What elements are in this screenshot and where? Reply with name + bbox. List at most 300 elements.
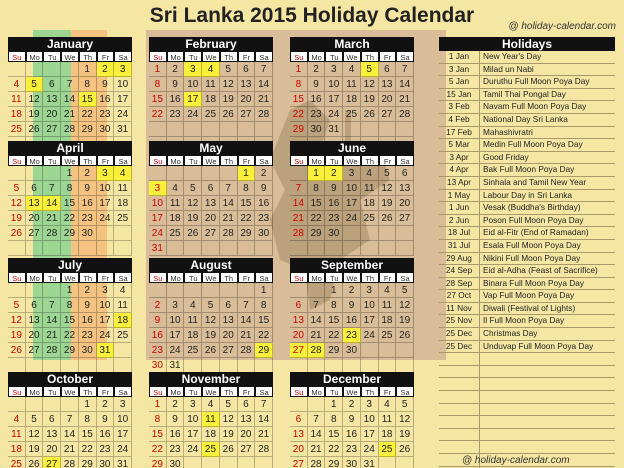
day-cell[interactable]: 22 <box>290 107 308 122</box>
day-cell[interactable]: 16 <box>167 92 185 107</box>
day-cell[interactable]: 15 <box>79 92 97 107</box>
day-cell[interactable]: 16 <box>325 196 343 211</box>
day-cell[interactable]: 4 <box>343 62 361 77</box>
day-cell[interactable]: 4 <box>202 397 220 412</box>
day-cell[interactable]: 28 <box>255 442 273 457</box>
day-cell[interactable]: 9 <box>325 181 343 196</box>
day-cell[interactable]: 25 <box>114 328 132 343</box>
day-cell[interactable]: 15 <box>255 313 273 328</box>
day-cell[interactable]: 15 <box>325 313 343 328</box>
day-cell[interactable]: 31 <box>149 241 167 256</box>
day-cell[interactable]: 25 <box>379 442 397 457</box>
day-cell[interactable]: 14 <box>308 427 326 442</box>
day-cell[interactable]: 18 <box>184 328 202 343</box>
day-cell[interactable]: 25 <box>343 107 361 122</box>
day-cell[interactable]: 24 <box>184 107 202 122</box>
day-cell[interactable]: 2 <box>308 62 326 77</box>
day-cell[interactable]: 10 <box>167 313 185 328</box>
day-cell[interactable]: 23 <box>167 442 185 457</box>
day-cell[interactable]: 3 <box>149 181 167 196</box>
day-cell[interactable]: 3 <box>361 397 379 412</box>
day-cell[interactable]: 10 <box>325 77 343 92</box>
day-cell[interactable]: 22 <box>325 442 343 457</box>
day-cell[interactable]: 15 <box>61 196 79 211</box>
day-cell[interactable]: 13 <box>238 412 256 427</box>
day-cell[interactable]: 25 <box>8 457 26 468</box>
day-cell[interactable]: 24 <box>114 107 132 122</box>
day-cell[interactable]: 24 <box>114 442 132 457</box>
day-cell[interactable]: 27 <box>26 343 44 358</box>
day-cell[interactable]: 6 <box>220 298 238 313</box>
day-cell[interactable]: 20 <box>238 427 256 442</box>
day-cell[interactable]: 10 <box>361 298 379 313</box>
day-cell[interactable]: 7 <box>238 298 256 313</box>
day-cell[interactable]: 8 <box>149 77 167 92</box>
day-cell[interactable]: 17 <box>114 92 132 107</box>
day-cell[interactable]: 4 <box>114 166 132 181</box>
day-cell[interactable]: 17 <box>184 427 202 442</box>
day-cell[interactable]: 4 <box>8 412 26 427</box>
day-cell[interactable]: 2 <box>167 62 185 77</box>
day-cell[interactable]: 22 <box>61 211 79 226</box>
day-cell[interactable]: 2 <box>343 397 361 412</box>
day-cell[interactable]: 10 <box>97 298 115 313</box>
day-cell[interactable]: 7 <box>220 181 238 196</box>
day-cell[interactable]: 21 <box>43 328 61 343</box>
day-cell[interactable]: 27 <box>43 457 61 468</box>
day-cell[interactable]: 28 <box>396 107 414 122</box>
day-cell[interactable]: 5 <box>396 397 414 412</box>
day-cell[interactable]: 7 <box>290 181 308 196</box>
day-cell[interactable]: 7 <box>255 62 273 77</box>
day-cell[interactable]: 8 <box>79 77 97 92</box>
day-cell[interactable]: 16 <box>343 427 361 442</box>
day-cell[interactable]: 11 <box>184 313 202 328</box>
day-cell[interactable]: 30 <box>97 457 115 468</box>
day-cell[interactable]: 31 <box>325 122 343 137</box>
day-cell[interactable]: 18 <box>379 427 397 442</box>
day-cell[interactable]: 26 <box>396 442 414 457</box>
day-cell[interactable]: 25 <box>361 211 379 226</box>
day-cell[interactable]: 30 <box>343 343 361 358</box>
day-cell[interactable]: 16 <box>343 313 361 328</box>
day-cell[interactable]: 21 <box>396 92 414 107</box>
day-cell[interactable]: 5 <box>396 283 414 298</box>
day-cell[interactable]: 21 <box>61 107 79 122</box>
day-cell[interactable]: 11 <box>167 196 185 211</box>
day-cell[interactable]: 11 <box>361 181 379 196</box>
day-cell[interactable]: 1 <box>61 283 79 298</box>
day-cell[interactable]: 5 <box>202 298 220 313</box>
day-cell[interactable]: 30 <box>325 226 343 241</box>
day-cell[interactable]: 12 <box>396 412 414 427</box>
day-cell[interactable]: 30 <box>149 358 167 373</box>
day-cell[interactable]: 13 <box>396 181 414 196</box>
day-cell[interactable]: 21 <box>238 328 256 343</box>
day-cell[interactable]: 27 <box>290 457 308 468</box>
day-cell[interactable]: 4 <box>202 62 220 77</box>
day-cell[interactable]: 2 <box>343 283 361 298</box>
day-cell[interactable]: 7 <box>255 397 273 412</box>
day-cell[interactable]: 29 <box>79 122 97 137</box>
day-cell[interactable]: 13 <box>379 77 397 92</box>
day-cell[interactable]: 11 <box>8 92 26 107</box>
day-cell[interactable]: 14 <box>220 196 238 211</box>
day-cell[interactable]: 6 <box>238 397 256 412</box>
day-cell[interactable]: 18 <box>114 196 132 211</box>
day-cell[interactable]: 22 <box>149 442 167 457</box>
day-cell[interactable]: 4 <box>361 166 379 181</box>
day-cell[interactable]: 3 <box>184 62 202 77</box>
day-cell[interactable]: 2 <box>255 166 273 181</box>
day-cell[interactable]: 22 <box>79 442 97 457</box>
day-cell[interactable]: 14 <box>61 427 79 442</box>
day-cell[interactable]: 7 <box>43 298 61 313</box>
day-cell[interactable]: 30 <box>343 457 361 468</box>
day-cell[interactable]: 10 <box>343 181 361 196</box>
day-cell[interactable]: 1 <box>290 62 308 77</box>
day-cell[interactable]: 15 <box>238 196 256 211</box>
day-cell[interactable]: 11 <box>379 298 397 313</box>
day-cell[interactable]: 3 <box>325 62 343 77</box>
day-cell[interactable]: 2 <box>97 62 115 77</box>
day-cell[interactable]: 23 <box>97 442 115 457</box>
day-cell[interactable]: 19 <box>361 92 379 107</box>
day-cell[interactable]: 7 <box>61 77 79 92</box>
day-cell[interactable]: 18 <box>167 211 185 226</box>
day-cell[interactable]: 12 <box>8 313 26 328</box>
day-cell[interactable]: 22 <box>325 328 343 343</box>
day-cell[interactable]: 7 <box>43 181 61 196</box>
day-cell[interactable]: 20 <box>26 328 44 343</box>
day-cell[interactable]: 23 <box>79 328 97 343</box>
day-cell[interactable]: 20 <box>202 211 220 226</box>
day-cell[interactable]: 3 <box>97 166 115 181</box>
day-cell[interactable]: 25 <box>202 107 220 122</box>
day-cell[interactable]: 27 <box>379 107 397 122</box>
day-cell[interactable]: 24 <box>97 211 115 226</box>
day-cell[interactable]: 4 <box>184 298 202 313</box>
day-cell[interactable]: 1 <box>325 283 343 298</box>
day-cell[interactable]: 22 <box>149 107 167 122</box>
day-cell[interactable]: 6 <box>396 166 414 181</box>
day-cell[interactable]: 3 <box>184 397 202 412</box>
day-cell[interactable]: 30 <box>167 457 185 468</box>
day-cell[interactable]: 19 <box>8 211 26 226</box>
day-cell[interactable]: 15 <box>61 313 79 328</box>
day-cell[interactable]: 24 <box>149 226 167 241</box>
day-cell[interactable]: 18 <box>114 313 132 328</box>
day-cell[interactable]: 29 <box>61 226 79 241</box>
day-cell[interactable]: 5 <box>8 181 26 196</box>
day-cell[interactable]: 29 <box>79 457 97 468</box>
day-cell[interactable]: 3 <box>114 62 132 77</box>
day-cell[interactable]: 28 <box>61 457 79 468</box>
day-cell[interactable]: 29 <box>308 226 326 241</box>
day-cell[interactable]: 9 <box>97 77 115 92</box>
day-cell[interactable]: 31 <box>167 358 185 373</box>
day-cell[interactable]: 23 <box>343 328 361 343</box>
day-cell[interactable]: 16 <box>97 427 115 442</box>
day-cell[interactable]: 16 <box>79 196 97 211</box>
day-cell[interactable]: 28 <box>308 457 326 468</box>
day-cell[interactable]: 21 <box>308 328 326 343</box>
day-cell[interactable]: 13 <box>238 77 256 92</box>
day-cell[interactable]: 23 <box>149 343 167 358</box>
day-cell[interactable]: 6 <box>43 77 61 92</box>
day-cell[interactable]: 26 <box>26 122 44 137</box>
day-cell[interactable]: 26 <box>202 343 220 358</box>
day-cell[interactable]: 30 <box>255 226 273 241</box>
day-cell[interactable]: 17 <box>343 196 361 211</box>
day-cell[interactable]: 6 <box>43 412 61 427</box>
day-cell[interactable]: 26 <box>220 442 238 457</box>
day-cell[interactable]: 12 <box>202 313 220 328</box>
day-cell[interactable]: 21 <box>308 442 326 457</box>
day-cell[interactable]: 19 <box>26 442 44 457</box>
day-cell[interactable]: 17 <box>97 313 115 328</box>
day-cell[interactable]: 24 <box>97 328 115 343</box>
day-cell[interactable]: 19 <box>396 313 414 328</box>
day-cell[interactable]: 9 <box>79 298 97 313</box>
day-cell[interactable]: 10 <box>149 196 167 211</box>
day-cell[interactable]: 28 <box>290 226 308 241</box>
day-cell[interactable]: 20 <box>26 211 44 226</box>
day-cell[interactable]: 18 <box>343 92 361 107</box>
day-cell[interactable]: 6 <box>26 181 44 196</box>
day-cell[interactable]: 4 <box>114 283 132 298</box>
day-cell[interactable]: 21 <box>290 211 308 226</box>
day-cell[interactable]: 20 <box>43 107 61 122</box>
day-cell[interactable]: 23 <box>325 211 343 226</box>
day-cell[interactable]: 20 <box>290 328 308 343</box>
day-cell[interactable]: 8 <box>149 412 167 427</box>
day-cell[interactable]: 6 <box>290 412 308 427</box>
day-cell[interactable]: 26 <box>361 107 379 122</box>
day-cell[interactable]: 24 <box>167 343 185 358</box>
day-cell[interactable]: 5 <box>26 412 44 427</box>
day-cell[interactable]: 17 <box>149 211 167 226</box>
day-cell[interactable]: 8 <box>61 181 79 196</box>
day-cell[interactable]: 7 <box>396 62 414 77</box>
day-cell[interactable]: 26 <box>26 457 44 468</box>
day-cell[interactable]: 27 <box>26 226 44 241</box>
day-cell[interactable]: 2 <box>79 166 97 181</box>
day-cell[interactable]: 1 <box>325 397 343 412</box>
day-cell[interactable]: 8 <box>238 181 256 196</box>
day-cell[interactable]: 25 <box>184 343 202 358</box>
day-cell[interactable]: 15 <box>149 92 167 107</box>
day-cell[interactable]: 27 <box>220 343 238 358</box>
day-cell[interactable]: 6 <box>26 298 44 313</box>
day-cell[interactable]: 5 <box>220 397 238 412</box>
day-cell[interactable]: 28 <box>255 107 273 122</box>
day-cell[interactable]: 18 <box>361 196 379 211</box>
day-cell[interactable]: 23 <box>97 107 115 122</box>
day-cell[interactable]: 21 <box>255 427 273 442</box>
day-cell[interactable]: 30 <box>308 122 326 137</box>
day-cell[interactable]: 2 <box>325 166 343 181</box>
day-cell[interactable]: 12 <box>220 412 238 427</box>
day-cell[interactable]: 3 <box>114 397 132 412</box>
day-cell[interactable]: 18 <box>202 427 220 442</box>
day-cell[interactable]: 6 <box>379 62 397 77</box>
day-cell[interactable]: 16 <box>149 328 167 343</box>
day-cell[interactable]: 23 <box>343 442 361 457</box>
site-credit-bottom[interactable]: @ holiday-calendar.com <box>462 455 570 466</box>
day-cell[interactable]: 20 <box>43 442 61 457</box>
day-cell[interactable]: 28 <box>308 343 326 358</box>
day-cell[interactable]: 10 <box>184 77 202 92</box>
day-cell[interactable]: 19 <box>379 196 397 211</box>
day-cell[interactable]: 14 <box>255 77 273 92</box>
day-cell[interactable]: 9 <box>97 412 115 427</box>
day-cell[interactable]: 2 <box>167 397 185 412</box>
day-cell[interactable]: 30 <box>97 122 115 137</box>
day-cell[interactable]: 27 <box>238 442 256 457</box>
day-cell[interactable]: 26 <box>220 107 238 122</box>
day-cell[interactable]: 15 <box>308 196 326 211</box>
day-cell[interactable]: 21 <box>220 211 238 226</box>
day-cell[interactable]: 9 <box>343 298 361 313</box>
day-cell[interactable]: 6 <box>238 62 256 77</box>
day-cell[interactable]: 5 <box>184 181 202 196</box>
day-cell[interactable]: 26 <box>379 211 397 226</box>
day-cell[interactable]: 26 <box>184 226 202 241</box>
day-cell[interactable]: 26 <box>396 328 414 343</box>
day-cell[interactable]: 14 <box>43 196 61 211</box>
day-cell[interactable]: 28 <box>238 343 256 358</box>
day-cell[interactable]: 12 <box>26 92 44 107</box>
day-cell[interactable]: 6 <box>202 181 220 196</box>
day-cell[interactable]: 9 <box>255 181 273 196</box>
day-cell[interactable]: 19 <box>8 328 26 343</box>
day-cell[interactable]: 27 <box>290 343 308 358</box>
day-cell[interactable]: 8 <box>61 298 79 313</box>
day-cell[interactable]: 23 <box>79 211 97 226</box>
day-cell[interactable]: 2 <box>97 397 115 412</box>
day-cell[interactable]: 15 <box>79 427 97 442</box>
day-cell[interactable]: 1 <box>61 166 79 181</box>
day-cell[interactable]: 19 <box>26 107 44 122</box>
day-cell[interactable]: 15 <box>325 427 343 442</box>
day-cell[interactable]: 19 <box>184 211 202 226</box>
day-cell[interactable]: 22 <box>61 328 79 343</box>
day-cell[interactable]: 25 <box>202 442 220 457</box>
day-cell[interactable]: 7 <box>61 412 79 427</box>
day-cell[interactable]: 17 <box>167 328 185 343</box>
day-cell[interactable]: 29 <box>325 457 343 468</box>
day-cell[interactable]: 3 <box>343 166 361 181</box>
day-cell[interactable]: 5 <box>361 62 379 77</box>
day-cell[interactable]: 18 <box>8 107 26 122</box>
day-cell[interactable]: 3 <box>361 283 379 298</box>
day-cell[interactable]: 12 <box>379 181 397 196</box>
day-cell[interactable]: 13 <box>26 313 44 328</box>
day-cell[interactable]: 11 <box>343 77 361 92</box>
day-cell[interactable]: 17 <box>361 427 379 442</box>
day-cell[interactable]: 15 <box>290 92 308 107</box>
day-cell[interactable]: 20 <box>290 442 308 457</box>
day-cell[interactable]: 5 <box>8 298 26 313</box>
day-cell[interactable]: 16 <box>97 92 115 107</box>
day-cell[interactable]: 29 <box>255 343 273 358</box>
day-cell[interactable]: 29 <box>238 226 256 241</box>
day-cell[interactable]: 12 <box>361 77 379 92</box>
day-cell[interactable]: 19 <box>220 92 238 107</box>
day-cell[interactable]: 9 <box>79 181 97 196</box>
day-cell[interactable]: 21 <box>255 92 273 107</box>
day-cell[interactable]: 28 <box>43 226 61 241</box>
day-cell[interactable]: 12 <box>396 298 414 313</box>
day-cell[interactable]: 9 <box>308 77 326 92</box>
day-cell[interactable]: 14 <box>61 92 79 107</box>
day-cell[interactable]: 31 <box>114 457 132 468</box>
day-cell[interactable]: 14 <box>255 412 273 427</box>
day-cell[interactable]: 13 <box>202 196 220 211</box>
day-cell[interactable]: 13 <box>220 313 238 328</box>
day-cell[interactable]: 19 <box>220 427 238 442</box>
day-cell[interactable]: 1 <box>79 397 97 412</box>
day-cell[interactable]: 16 <box>255 196 273 211</box>
day-cell[interactable]: 8 <box>255 298 273 313</box>
day-cell[interactable]: 13 <box>43 92 61 107</box>
day-cell[interactable]: 8 <box>290 77 308 92</box>
day-cell[interactable]: 31 <box>361 457 379 468</box>
day-cell[interactable]: 13 <box>26 196 44 211</box>
day-cell[interactable]: 2 <box>79 283 97 298</box>
day-cell[interactable]: 24 <box>184 442 202 457</box>
day-cell[interactable]: 21 <box>43 211 61 226</box>
day-cell[interactable]: 4 <box>167 181 185 196</box>
day-cell[interactable]: 9 <box>167 77 185 92</box>
day-cell[interactable]: 14 <box>238 313 256 328</box>
day-cell[interactable]: 1 <box>255 283 273 298</box>
day-cell[interactable]: 20 <box>396 196 414 211</box>
day-cell[interactable]: 4 <box>8 77 26 92</box>
day-cell[interactable]: 17 <box>114 427 132 442</box>
day-cell[interactable]: 29 <box>149 457 167 468</box>
day-cell[interactable]: 11 <box>379 412 397 427</box>
day-cell[interactable]: 1 <box>79 62 97 77</box>
day-cell[interactable]: 10 <box>184 412 202 427</box>
day-cell[interactable]: 9 <box>343 412 361 427</box>
day-cell[interactable]: 22 <box>238 211 256 226</box>
day-cell[interactable]: 17 <box>325 92 343 107</box>
day-cell[interactable]: 2 <box>149 298 167 313</box>
day-cell[interactable]: 30 <box>79 226 97 241</box>
day-cell[interactable]: 26 <box>8 226 26 241</box>
day-cell[interactable]: 24 <box>361 328 379 343</box>
day-cell[interactable]: 8 <box>325 412 343 427</box>
day-cell[interactable]: 28 <box>61 122 79 137</box>
day-cell[interactable]: 10 <box>97 181 115 196</box>
day-cell[interactable]: 12 <box>8 196 26 211</box>
day-cell[interactable]: 29 <box>325 343 343 358</box>
day-cell[interactable]: 18 <box>379 313 397 328</box>
day-cell[interactable]: 20 <box>238 92 256 107</box>
day-cell[interactable]: 13 <box>290 427 308 442</box>
day-cell[interactable]: 19 <box>396 427 414 442</box>
day-cell[interactable]: 3 <box>167 298 185 313</box>
day-cell[interactable]: 13 <box>43 427 61 442</box>
day-cell[interactable]: 14 <box>43 313 61 328</box>
day-cell[interactable]: 26 <box>8 343 26 358</box>
day-cell[interactable]: 23 <box>167 107 185 122</box>
day-cell[interactable]: 14 <box>396 77 414 92</box>
day-cell[interactable]: 22 <box>308 211 326 226</box>
day-cell[interactable]: 8 <box>79 412 97 427</box>
